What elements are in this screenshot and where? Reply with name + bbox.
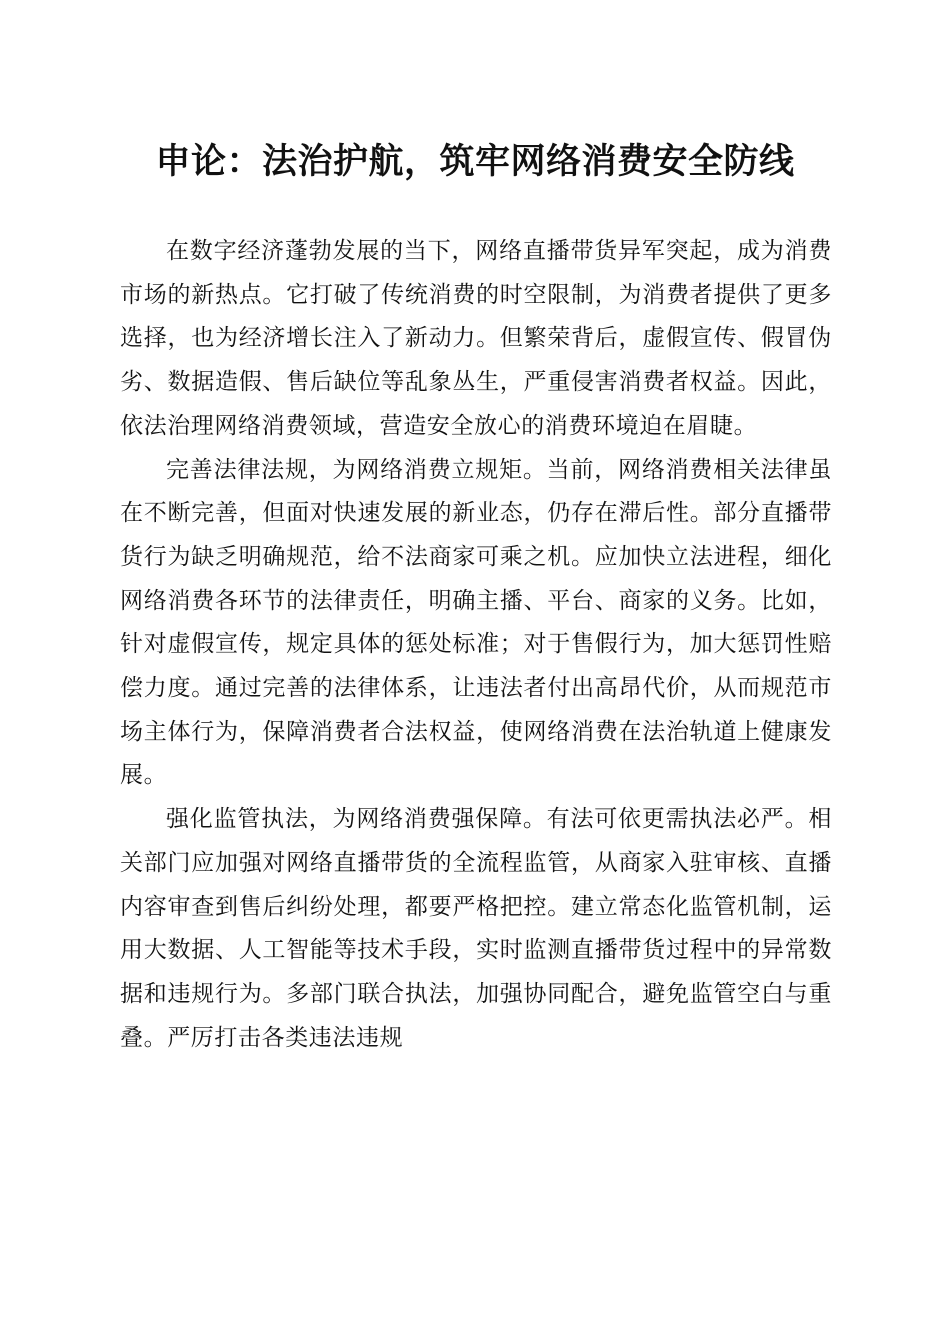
document-body xyxy=(120,230,832,1060)
paragraph-1: 在数字经济蓬勃发展的当下，网络直播带货异军突起，成为消费市场的新热点。它打破了传统消费的时空限制，为消费者提供了更多选择，也为经济增长注入了新动力。但繁荣背后，虚假宣传、假冒伪劣、数据造假、售后缺位等乱象丛生，严重侵害消费者权益。因此，依法治理网络消费领域，营造安全放心的消费环境迫在眉睫。 xyxy=(120,238,832,439)
paragraph-2: 完善法律法规，为网络消费立规矩。当前，网络消费相关法律虽在不断完善，但面对快速发展的新业态，仍存在滞后性。部分直播带货行为缺乏明确规范，给不法商家可乘之机。应加快立法进程，细化网络消费各环节的法律责任，明确主播、平台、商家的义务。比如，针对虚假宣传，规定具体的惩处标准；对于售假行为，加大惩罚性赔偿力度。通过完善的法律体系，让违法者付出高昂代价，从而规范市场主体行为，保障消费者合法权益，使网络消费在法治轨道上健康发展。 xyxy=(120,456,832,789)
paragraph-3: 强化监管执法，为网络消费强保障。有法可依更需执法必严。相关部门应加强对网络直播带货的全流程监管，从商家入驻审核、直播内容审查到售后纠纷处理，都要严格把控。建立常态化监管机制，运用大数据、人工智能等技术手段，实时监测直播带货过程中的异常数据和违规行为。多部门联合执法，加强协同配合，避免监管空白与重叠。严厉打击各类违法违规 xyxy=(120,806,832,1051)
document-title: 申论：法治护航，筑牢网络消费安全防线 xyxy=(155,141,795,182)
